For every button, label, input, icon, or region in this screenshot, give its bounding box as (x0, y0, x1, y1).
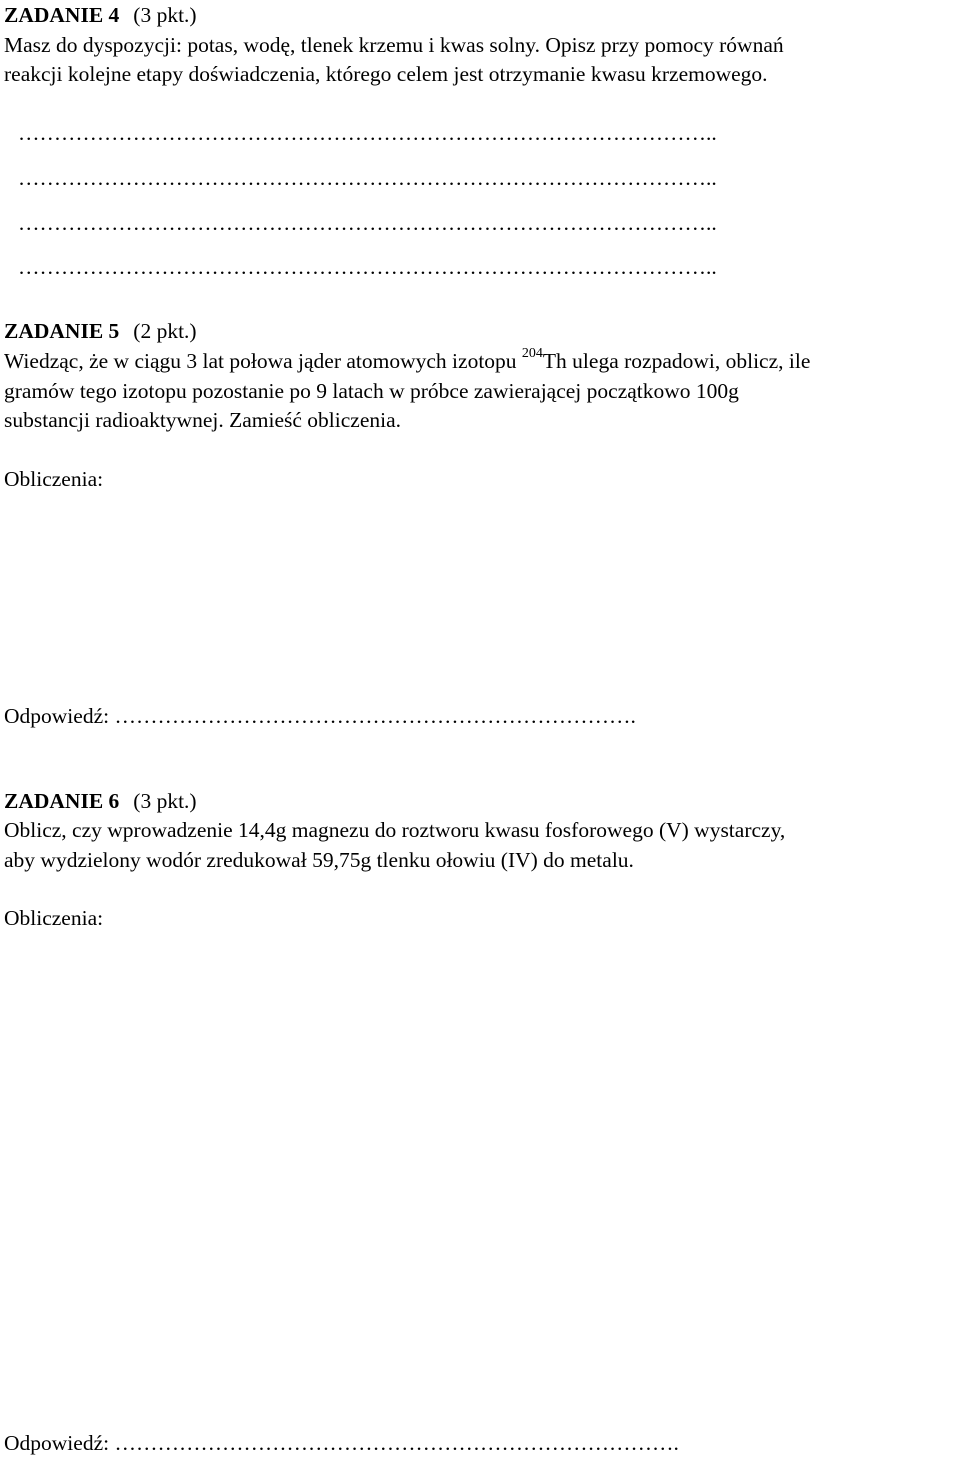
task4-answer-line: …………………………………………………………………………………….. (18, 211, 717, 235)
task6-heading (4, 786, 197, 816)
task5-answer-label: Odpowiedź: (4, 704, 110, 728)
task5-answer (4, 701, 636, 731)
task5-answer-dots: ………………………………………………………………. (114, 704, 636, 728)
task6-text-line1: Oblicz, czy wprowadzenie 14,4g magnezu do roztworu kwasu fosforowego (V) wystarczy, (4, 818, 786, 842)
task5-heading (4, 316, 197, 346)
task4-answer-line: …………………………………………………………………………………….. (18, 255, 717, 279)
task5-points: (2 pkt.) (133, 319, 197, 343)
task6-points: (3 pkt.) (133, 789, 197, 813)
task6-title: ZADANIE 6 (4, 789, 120, 813)
task5-calc-label: Obliczenia: (4, 467, 104, 491)
isotope-mass-number: 204 (521, 345, 543, 361)
task6-calc-label: Obliczenia: (4, 906, 104, 930)
task5-text-line1-b: Th ulega rozpadowi, oblicz, ile (542, 349, 811, 373)
task5-text-line3: substancji radioaktywnej. Zamieść obliczenia. (4, 408, 402, 432)
task4-title: ZADANIE 4 (4, 3, 120, 27)
task6-answer (4, 1428, 679, 1458)
task6-answer-dots: ……………………………………………………………………. (114, 1431, 679, 1455)
task6-text-line2: aby wydzielony wodór zredukował 59,75g tlenku ołowiu (IV) do metalu. (4, 848, 634, 872)
task5-text-line1-a: Wiedząc, że w ciągu 3 lat połowa jąder atomowych izotopu (4, 349, 517, 373)
task4-answer-line: …………………………………………………………………………………….. (18, 121, 717, 145)
task4-answer-line: …………………………………………………………………………………….. (18, 166, 717, 190)
task4-points: (3 pkt.) (133, 3, 197, 27)
task5-text-line1 (4, 346, 810, 376)
task4-text-line2: reakcji kolejne etapy doświadczenia, którego celem jest otrzymanie kwasu krzemowego. (4, 62, 768, 86)
task5-text-line2: gramów tego izotopu pozostanie po 9 latach w próbce zawierającej początkowo 100g (4, 379, 739, 403)
task5-title: ZADANIE 5 (4, 319, 120, 343)
task6-answer-label: Odpowiedź: (4, 1431, 110, 1455)
task4-text-line1: Masz do dyspozycji: potas, wodę, tlenek krzemu i kwas solny. Opisz przy pomocy równań (4, 33, 784, 57)
task4-heading (4, 0, 197, 30)
